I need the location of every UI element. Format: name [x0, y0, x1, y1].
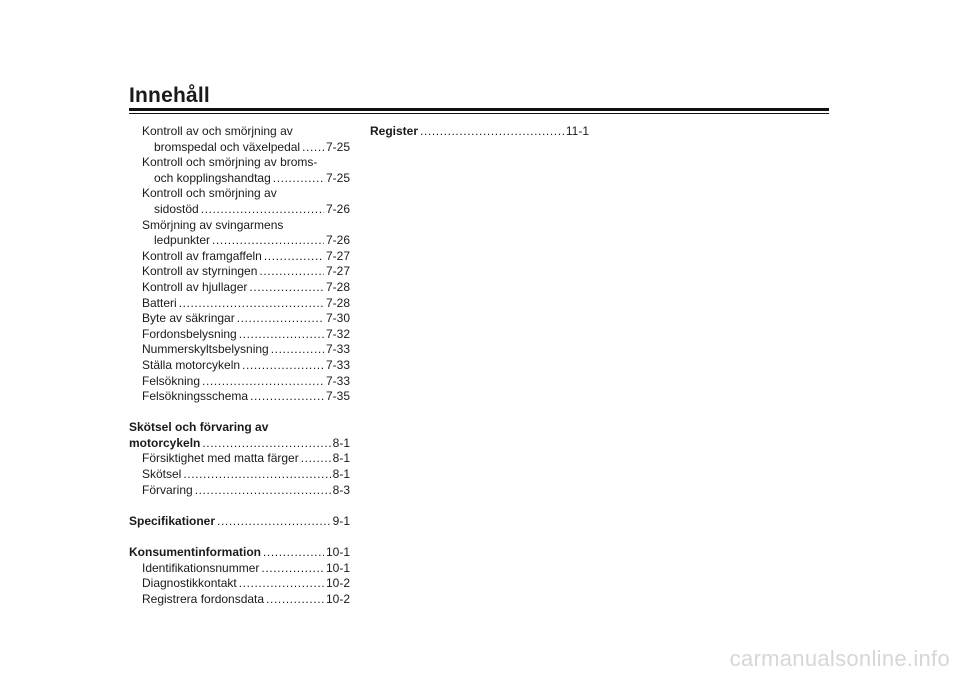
toc-entry-text: Identifikationsnummer	[142, 560, 260, 575]
toc-entry-text: Batteri	[142, 295, 177, 310]
toc-entry-line: Kontroll och smörjning av broms-	[142, 155, 318, 170]
toc-entry[interactable]	[129, 249, 350, 265]
toc-entry[interactable]	[129, 576, 350, 592]
toc-page-number: 7-30	[325, 311, 350, 326]
toc-entry-text: Felsökning	[142, 373, 201, 388]
toc-page-number: 7-26	[325, 201, 350, 216]
toc-entry-text: Diagnostikkontakt	[142, 576, 237, 591]
toc-leader	[239, 327, 324, 343]
toc-entry-text: Ställa motorcykeln	[142, 357, 241, 372]
title-rule-thick	[129, 108, 829, 111]
toc-leader	[420, 124, 564, 140]
toc-leader	[239, 576, 324, 592]
toc-leader	[302, 140, 324, 156]
toc-entry-text: sidostöd	[154, 201, 199, 216]
page-title: Innehåll	[129, 84, 210, 107]
toc-section-heading[interactable]	[370, 124, 589, 140]
toc-entry[interactable]	[129, 342, 350, 358]
toc-entry[interactable]	[129, 171, 350, 187]
toc-leader	[202, 436, 330, 452]
toc-entry-text: Kontroll av styrningen	[142, 264, 258, 279]
toc-leader	[242, 358, 324, 374]
toc-section-text: Register	[370, 124, 419, 138]
toc-page-number: 7-33	[325, 342, 350, 357]
toc-entry[interactable]	[129, 451, 350, 467]
toc-entry[interactable]	[129, 389, 350, 405]
toc-entry-text: ledpunkter	[154, 233, 211, 248]
toc-leader	[271, 342, 324, 358]
toc-entry[interactable]	[129, 311, 350, 327]
toc-page-number: 7-33	[325, 357, 350, 372]
toc-entry-text: Fordonsbelysning	[142, 326, 237, 341]
toc-section-text: motorcykeln	[129, 435, 201, 450]
toc-entry[interactable]	[129, 483, 350, 499]
toc-entry[interactable]	[129, 280, 350, 296]
toc-page-number: 7-25	[325, 170, 350, 185]
section-spacer	[129, 498, 350, 514]
toc-entry[interactable]	[129, 264, 350, 280]
toc-page-number: 8-1	[332, 435, 350, 450]
toc-page-number: 10-2	[325, 576, 350, 591]
toc-entry-text: Skötsel	[142, 467, 182, 482]
toc-page-number: 10-1	[325, 545, 350, 560]
toc-entry[interactable]	[129, 561, 350, 577]
toc-entry-line: Kontroll av och smörjning av	[142, 124, 293, 138]
toc-entry-text: Registrera fordonsdata	[142, 591, 265, 606]
toc-right-column	[370, 124, 589, 140]
toc-section-heading[interactable]	[129, 545, 350, 561]
toc-page-number: 7-33	[325, 373, 350, 388]
toc-page-number: 8-1	[332, 451, 350, 466]
toc-entry-text: Kontroll av framgaffeln	[142, 248, 262, 263]
toc-entry[interactable]	[129, 358, 350, 374]
toc-entry[interactable]	[129, 140, 350, 156]
toc-page-number: 7-26	[325, 233, 350, 248]
toc-leader	[237, 311, 324, 327]
toc-leader	[217, 514, 331, 530]
toc-page-number: 10-2	[325, 591, 350, 606]
toc-leader	[249, 280, 324, 296]
toc-entry[interactable]	[129, 374, 350, 390]
toc-page-number: 10-1	[325, 560, 350, 575]
toc-entry-text: Försiktighet med matta färger	[142, 451, 299, 466]
toc-entry-text: Felsökningsschema	[142, 389, 249, 404]
toc-leader	[195, 483, 331, 499]
toc-leader	[212, 233, 324, 249]
toc-page-number: 7-32	[325, 326, 350, 341]
toc-entry-text: Förvaring	[142, 482, 193, 497]
toc-leader	[263, 545, 324, 561]
toc-entry-line: Kontroll och smörjning av	[142, 186, 277, 201]
toc-leader	[266, 592, 324, 608]
toc-page-number: 9-1	[332, 513, 350, 528]
toc-entry-text: Byte av säkringar	[142, 311, 235, 326]
toc-leader	[261, 561, 324, 577]
toc-page-number: 8-1	[332, 467, 350, 482]
toc-entry[interactable]	[129, 467, 350, 483]
toc-section-heading[interactable]	[129, 436, 350, 452]
toc-page-number: 11-1	[565, 124, 589, 138]
toc-leader	[201, 202, 324, 218]
toc-leader	[250, 389, 324, 405]
toc-section-heading[interactable]	[129, 514, 350, 530]
section-spacer	[129, 405, 350, 421]
toc-page-number: 7-35	[325, 389, 350, 404]
title-rule-thin	[129, 113, 829, 114]
toc-entry[interactable]	[129, 296, 350, 312]
toc-entry-text: bromspedal och växelpedal	[154, 139, 301, 154]
toc-entry[interactable]	[129, 592, 350, 608]
toc-section-heading-line: Skötsel och förvaring av	[129, 420, 269, 435]
toc-leader	[183, 467, 330, 483]
toc-entry-line: Smörjning av svingarmens	[142, 217, 284, 232]
toc-section-text: Specifikationer	[129, 513, 216, 528]
toc-page-number: 7-27	[325, 264, 350, 279]
toc-entry-text: Kontroll av hjullager	[142, 279, 248, 294]
toc-section-text: Konsumentinformation	[129, 545, 261, 560]
toc-leader	[273, 171, 324, 187]
section-spacer	[129, 529, 350, 545]
toc-leader	[179, 296, 324, 312]
toc-leader	[301, 451, 331, 467]
toc-page-number: 7-25	[325, 139, 350, 154]
toc-entry[interactable]	[129, 202, 350, 218]
toc-entry[interactable]	[129, 233, 350, 249]
toc-leader	[259, 264, 324, 280]
toc-page-number: 7-27	[325, 248, 350, 263]
toc-page-number: 8-3	[332, 482, 350, 497]
toc-leader	[264, 249, 324, 265]
toc-page-number: 7-28	[325, 279, 350, 294]
toc-leader	[202, 374, 324, 390]
watermark-text: carmanualsonline.info	[729, 646, 950, 671]
toc-entry[interactable]	[129, 327, 350, 343]
toc-page-number: 7-28	[325, 295, 350, 310]
toc-entry-text: Nummerskyltsbelysning	[142, 342, 269, 357]
toc-left-column	[129, 124, 350, 607]
toc-entry-text: och kopplingshandtag	[154, 170, 271, 185]
